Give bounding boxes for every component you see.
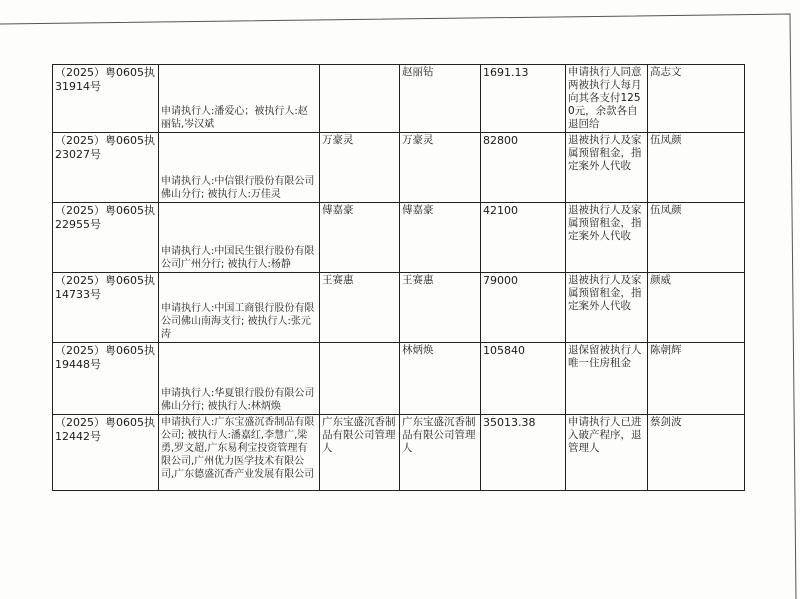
handler-cell: 伍凤颜 — [648, 133, 745, 203]
payee-cell: 傅嘉豪 — [400, 203, 481, 273]
table-row — [53, 203, 745, 273]
handler-cell: 颜威 — [648, 273, 745, 343]
payee-cell: 王赛惠 — [400, 273, 481, 343]
case-number: （2025）粤0605执22955号 — [53, 203, 159, 273]
recipient-cell: 万豪灵 — [320, 133, 400, 203]
payee-cell: 万豪灵 — [400, 133, 481, 203]
case-number: （2025）粤0605执31914号 — [53, 65, 159, 133]
note-cell: 申请执行人同意两被执行人每月向其各支付1250元，余款各自退回给 — [566, 65, 648, 133]
case-number: （2025）粤0605执14733号 — [53, 273, 159, 343]
note-cell: 退被执行人及家属预留租金，指定案外人代收 — [566, 203, 648, 273]
recipient-cell: 广东宝盛沉香制品有限公司管理人 — [320, 415, 400, 491]
table-row — [53, 133, 745, 203]
document-table — [52, 64, 745, 491]
payee-cell: 赵丽钻 — [400, 65, 481, 133]
note-cell: 申请执行人已进入破产程序，退管理人 — [566, 415, 648, 491]
recipient-cell — [320, 343, 400, 415]
parties-text: 申请执行人:中信银行股份有限公司佛山分行; 被执行人:万佳灵 — [159, 133, 320, 203]
parties-text: 申请执行人:华夏银行股份有限公司佛山分行; 被执行人:林炳焕 — [159, 343, 320, 415]
payee-cell: 广东宝盛沉香制品有限公司管理人 — [400, 415, 481, 491]
amount-cell: 79000 — [481, 273, 566, 343]
case-number: （2025）粤0605执23027号 — [53, 133, 159, 203]
parties-text: 申请执行人:广东宝盛沉香制品有限公司; 被执行人:潘嘉红,李慧广,梁勇,罗文超,广东易利宝投资管理有限公司,广州优力医学技术有限公司,广东德盛沉香产业发展有限公司 — [159, 415, 320, 491]
note-cell: 退保留被执行人唯一住房租金 — [566, 343, 648, 415]
case-number: （2025）粤0605执12442号 — [53, 415, 159, 491]
amount-cell: 82800 — [481, 133, 566, 203]
table-row — [53, 415, 745, 491]
amount-cell: 105840 — [481, 343, 566, 415]
note-cell: 退被执行人及家属预留租金，指定案外人代收 — [566, 273, 648, 343]
note-cell: 退被执行人及家属预留租金，指定案外人代收 — [566, 133, 648, 203]
handler-cell: 陈朝辉 — [648, 343, 745, 415]
amount-cell: 42100 — [481, 203, 566, 273]
handler-cell: 伍凤颜 — [648, 203, 745, 273]
handler-cell: 蔡剑波 — [648, 415, 745, 491]
parties-text: 申请执行人:中国工商银行股份有限公司佛山南海支行; 被执行人:张元涛 — [159, 273, 320, 343]
table-row — [53, 65, 745, 133]
case-number: （2025）粤0605执19448号 — [53, 343, 159, 415]
table-row — [53, 273, 745, 343]
recipient-cell: 王赛惠 — [320, 273, 400, 343]
handler-cell: 高志文 — [648, 65, 745, 133]
payee-cell: 林炳焕 — [400, 343, 481, 415]
parties-text: 申请执行人:潘爱心；被执行人:赵丽钻,岑汉斌 — [159, 65, 320, 133]
amount-cell: 35013.38 — [481, 415, 566, 491]
recipient-cell: 傅嘉豪 — [320, 203, 400, 273]
parties-text: 申请执行人:中国民生银行股份有限公司广州分行; 被执行人:杨静 — [159, 203, 320, 273]
amount-cell: 1691.13 — [481, 65, 566, 133]
table-row — [53, 343, 745, 415]
recipient-cell — [320, 65, 400, 133]
